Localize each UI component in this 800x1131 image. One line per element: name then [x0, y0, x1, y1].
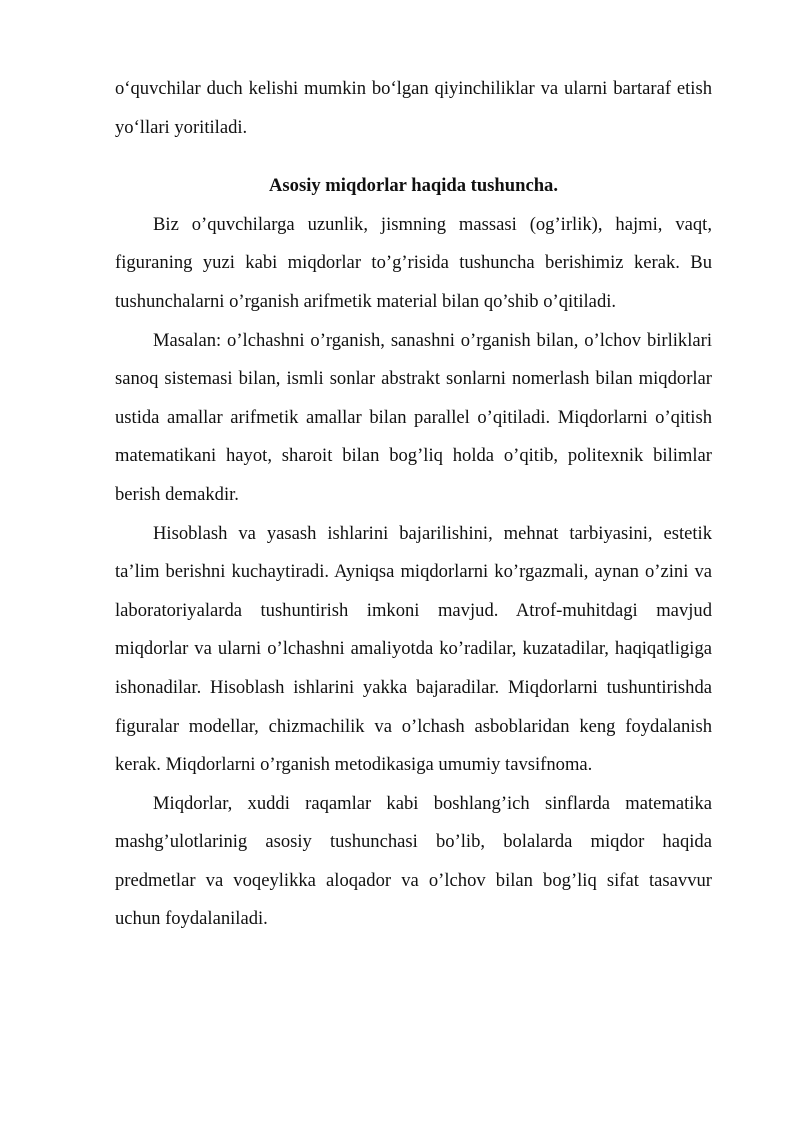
section-heading: Asosiy miqdorlar haqida tushuncha.	[269, 175, 558, 197]
continued-paragraph: o‘quvchilar duch kelishi mumkin bo‘lgan qiyinchiliklar va ularni bartaraf etish yo‘llari yoritiladi.	[115, 78, 712, 138]
document-page	[115, 70, 712, 939]
paragraph-2: Masalan: o’lchashni o’rganish, sanashni o’rganish bilan, o’lchov birliklari sanoq sistemasi bilan, ismli sonlar abstrakt sonlarni nomerlash bilan miqdorlar ustida amallar arifmetik amallar bilan parallel o’qitiladi. Miqdorlarni o’qitish matematikani hayot, sharoit bilan bog’liq holda o’qitib, politexnik bilimlar berish demakdir.	[115, 329, 712, 505]
paragraph-4: Miqdorlar, xuddi raqamlar kabi boshlang’ich sinflarda matematika mashg’ulotlarinig asosiy tushunchasi bo’lib, bolalarda miqdor haqida predmetlar va voqeylikka aloqador va o’lchov bilan bog’liq sifat tasavvur uchun foydalaniladi.	[115, 792, 712, 930]
paragraph-3: Hisoblash va yasash ishlarini bajarilishini, mehnat tarbiyasini, estetik ta’lim berishni kuchaytiradi. Ayniqsa miqdorlarni ko’rgazmali, aynan o’zini va laboratoriyalarda tushuntirish imkoni mavjud. Atrof-muhitdagi mavjud miqdorlar va ularni o’lchashni amaliyotda ko’radilar, kuzatadilar, haqiqatligiga ishonadilar. Hisoblash ishlarini yakka bajaradilar. Miqdorlarni tushuntirishda figuralar modellar, chizmachilik va o’lchash asboblaridan keng foydalanish kerak. Miqdorlarni o’rganish metodikasiga umumiy tavsifnoma.	[115, 522, 712, 776]
paragraph-1: Biz o’quvchilarga uzunlik, jismning massasi (og’irlik), hajmi, vaqt, figuraning yuzi kabi miqdorlar to’g’risida tushuncha berishimiz kerak. Bu tushunchalarni o’rganish arifmetik material bilan qo’shib o’qitiladi.	[115, 213, 712, 312]
spacer	[115, 147, 712, 167]
